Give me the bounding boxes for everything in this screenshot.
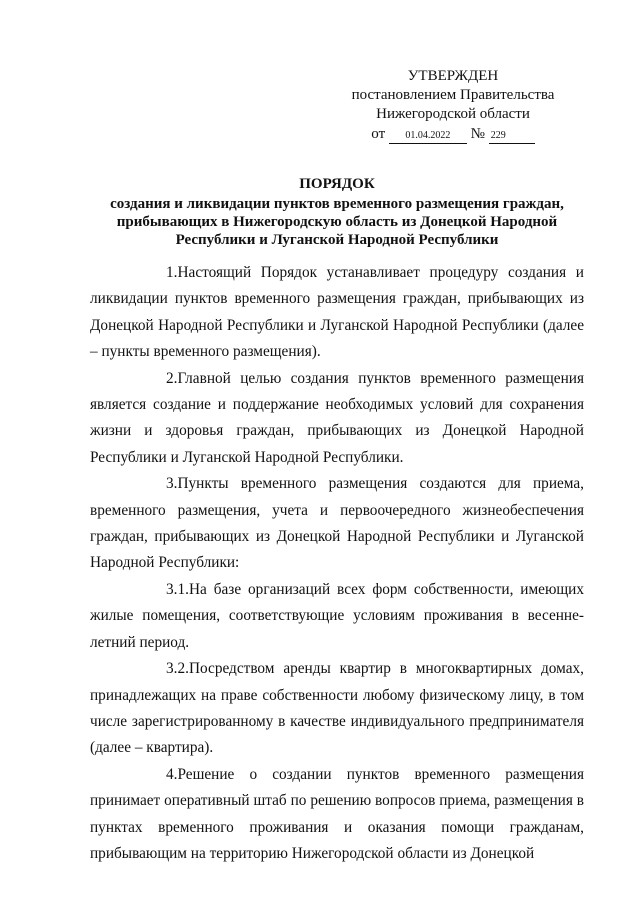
paragraph-number: 3.2.: [166, 660, 189, 678]
document-body: [90, 260, 584, 867]
paragraph-text: Посредством аренды квартир в многоквартирных домах, принадлежащих на праве собственности любому физическому лицу, в том числе зарегистрированному в качестве индивидуального предпринимателя (далее – квартира).: [90, 660, 584, 757]
paragraph-3-2: [90, 656, 584, 762]
document-title-line-3: Республики и Луганской Народной Республики: [175, 232, 499, 248]
document-title-main: ПОРЯДОК: [299, 176, 375, 192]
document-title-line-2: прибывающих в Нижегородскую область из Донецкой Народной: [116, 214, 558, 230]
paragraph-2: [90, 366, 584, 472]
paragraph-number: 3.: [166, 475, 178, 493]
approval-heading: УТВЕРЖДЕН: [407, 68, 499, 84]
approval-stamp: [350, 67, 556, 144]
paragraph-text: Настоящий Порядок устанавливает процедуру создания и ликвидации пунктов временного размещения граждан, прибывающих из Донецкой Народной Республики и Луганской Народной Республики (далее – пункты временного размещения).: [90, 264, 584, 361]
paragraph-1: [90, 260, 584, 366]
paragraph-text: Главной целью создания пунктов временного размещения является создание и поддержание необходимых условий для сохранения жизни и здоровья граждан, прибывающих из Донецкой Народной Республики и Луганской Народной Республики.: [90, 369, 584, 466]
paragraph-text: На базе организаций всех форм собственности, имеющих жилые помещения, соответствующие условиям проживания в весенне-летний период.: [90, 580, 584, 651]
approval-date-value: 01.04.2022: [389, 129, 467, 144]
paragraph-number: 3.1.: [166, 580, 189, 598]
paragraph-3: [90, 471, 584, 577]
paragraph-text: Решение о создании пунктов временного размещения принимает оперативный штаб по решению вопросов приема, размещения в пунктах временного проживания и оказания помощи гражданам, прибывающим на территорию Нижегородской области из Донецкой: [90, 765, 584, 862]
paragraph-text: Пункты временного размещения создаются для приема, временного размещения, учета и первоочередного жизнеобеспечения граждан, прибывающих из Донецкой Народной Республики и Луганской Народной Республики:: [90, 475, 584, 572]
paragraph-number: 4.: [166, 765, 178, 783]
paragraph-3-1: [90, 577, 584, 656]
approval-date-prefix: от: [371, 126, 386, 142]
approval-line-2: Нижегородской области: [376, 106, 530, 122]
approval-number-sign: №: [470, 126, 485, 142]
paragraph-number: 2.: [166, 369, 178, 387]
document-title-line-1: создания и ликвидации пунктов временного размещения граждан,: [110, 196, 564, 212]
approval-number-value: 229: [489, 129, 535, 144]
paragraph-4: [90, 762, 584, 868]
paragraph-number: 1.: [166, 264, 178, 281]
approval-line-1: постановлением Правительства: [351, 87, 555, 103]
approval-date-row: [350, 125, 556, 144]
document-title: [90, 175, 584, 249]
